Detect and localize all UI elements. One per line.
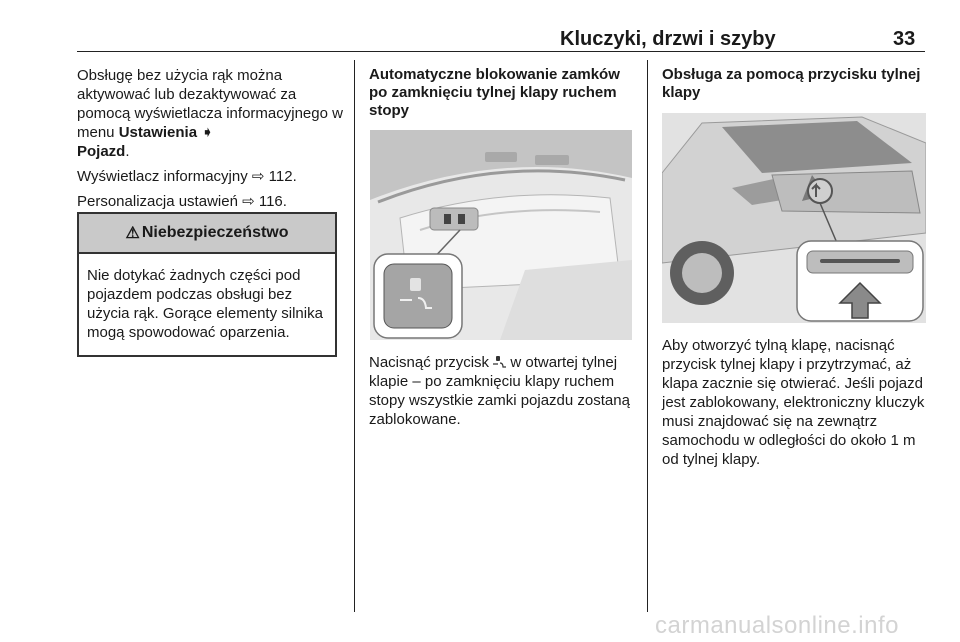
tailgate-open-instructions: Aby otworzyć tylną klapę, nacisnąć przycisk tylnej klapy i przytrzymać, aż klapa zacznie się otwierać. Jeśli pojazd jest zablokowany, elektroniczny kluczyk musi znajdować się na zewnątrz samochodu w odległości do około 1 m od tylnej klapy. (662, 337, 925, 468)
foot-lock-icon (493, 354, 506, 366)
tailgate-button-heading: Obsługa za pomocą przycisku tylnej klapy (662, 66, 921, 101)
tailgate-interior-illustration (370, 130, 632, 340)
danger-text: Nie dotykać żadnych części pod pojazdem podczas obsługi bez użycia rąk. Gorące elementy silnika mogą spowodować oparzenia. (87, 267, 323, 341)
warning-triangle-icon: ⚠ (125, 225, 140, 242)
menu-vehicle: Pojazd (77, 143, 126, 160)
column-1 (77, 66, 347, 211)
personalization-reference: Personalizacja ustawień ⇨ 116. (77, 193, 287, 210)
menu-settings: Ustawienia (118, 124, 198, 141)
tailgate-button-figure (370, 130, 632, 340)
auto-lock-instructions: Nacisnąć przycisk w otwartej tylnej klapie – po zamknięciu klapy ruchem stopy wszystkie zamki pojazdu zostaną zablokowane. (369, 354, 630, 428)
page-number: 33 (893, 28, 916, 50)
danger-title: Niebezpieczeństwo (141, 224, 289, 241)
car-rear-figure (662, 113, 926, 323)
column-divider-1 (354, 60, 355, 612)
header-divider (77, 51, 925, 52)
danger-header (79, 214, 335, 254)
column-2 (369, 66, 634, 120)
page-ref-112[interactable]: 112 (268, 168, 293, 185)
column-3 (662, 66, 930, 102)
car-rear-illustration (662, 113, 926, 323)
auto-lock-heading: Automatyczne blokowanie zamków po zamknięciu tylnej klapy ruchem stopy (369, 66, 620, 119)
page-header-title: Kluczyki, drzwi i szyby (560, 28, 776, 50)
info-display-reference: Wyświetlacz informacyjny ⇨ 112. (77, 168, 297, 185)
hands-free-paragraph: Obsługę bez użycia rąk można aktywować lub dezaktywować za pomocą wyświetlacza informacyjnego w menu Ustawienia ➧ Pojazd. (77, 67, 343, 160)
column-divider-2 (647, 60, 648, 612)
menu-arrow-icon: ➧ (201, 124, 214, 141)
page-ref-116[interactable]: 116 (258, 193, 283, 210)
watermark: carmanualsonline.info (655, 612, 899, 639)
page-ref-arrow-icon: ⇨ (251, 168, 265, 185)
page-ref-arrow-icon: ⇨ (242, 193, 255, 210)
danger-warning-box (77, 212, 337, 357)
